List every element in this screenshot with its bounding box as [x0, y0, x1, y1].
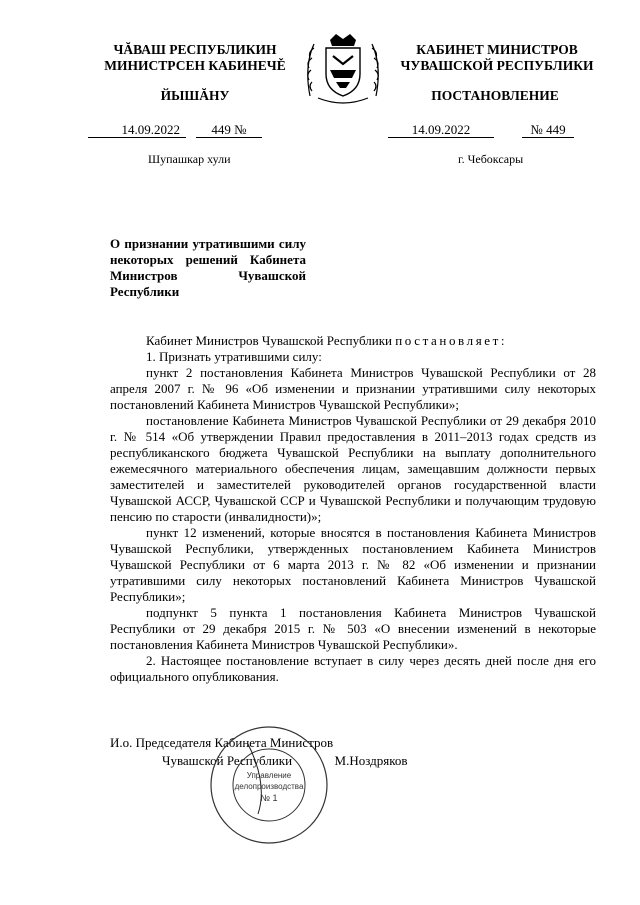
doc-type-russian: ПОСТАНОВЛЕНИЕ — [431, 88, 559, 103]
signature-position: И.о. Председателя Кабинета Министров — [110, 735, 334, 750]
official-stamp-icon — [208, 724, 330, 846]
coat-of-arms-icon — [300, 26, 386, 106]
header-right — [392, 42, 602, 74]
body-paragraph: 2. Настоящее постановление вступает в силу через десять дней после дня его официального опубликования. — [110, 653, 596, 684]
signature-org: Чувашской Республики — [162, 753, 293, 768]
body-paragraph: пункт 2 постановления Кабинета Министров Чувашской Республики от 28 апреля 2007 г. № 96 «Об изменении и признании утратившими силу некоторых постановлений Кабинета Министров Чувашской Республики»; — [110, 365, 596, 412]
stamp-line1: Управление — [246, 771, 292, 780]
stamp-line2: делопроизводства — [234, 782, 304, 791]
header-left-line1: ЧĂВАШ РЕСПУБЛИКИН — [113, 42, 277, 57]
doc-type-chuvash: ЙЫШĂНУ — [160, 88, 230, 103]
stamp-line3: № 1 — [260, 793, 278, 803]
left-date: 14.09.2022 — [88, 122, 186, 138]
body-paragraph: 1. Признать утратившими силу: — [146, 349, 322, 364]
header-left — [95, 42, 295, 74]
body-paragraph: подпункт 5 пункта 1 постановления Кабинета Министров Чувашской Республики от 29 декабря 2015 г. № 503 «О внесении изменений в некоторые постановления Кабинета Министров Чувашской Республики». — [110, 605, 596, 652]
header-right-line2: ЧУВАШСКОЙ РЕСПУБЛИКИ — [400, 58, 594, 73]
body-paragraph: постановление Кабинета Министров Чувашской Республики от 29 декабря 2010 г. № 514 «Об утверждении Правил предоставления в 2011–2013 годах средств из республиканского бюджета Чувашской Республики на выплату дополнительного ежемесячного материального обеспечения лицам, замещавшим должности первых заместителей и заместителей руководителей органов государственной власти Чувашской АССР, Чувашской ССР и Чувашской Республики и получающим трудовую пенсию по старости (инвалидности)»; — [110, 413, 596, 524]
left-number: 449 № — [196, 122, 262, 138]
header-right-line1: КАБИНЕТ МИНИСТРОВ — [416, 42, 578, 57]
body-intro-decree: постановляет: — [395, 333, 508, 348]
body-paragraph: пункт 12 изменений, которые вносятся в постановления Кабинета Министров Чувашской Республики, утвержденных постановлением Кабинета Министров Чувашской Республики от 6 марта 2013 г. № 82 «Об изменении и признании утратившими силу некоторых постановлений Кабинета Министров Чувашской Республики»; — [110, 525, 596, 604]
right-place: г. Чебоксары — [458, 152, 524, 166]
document-subject: О признании утратившими силу некоторых решений Кабинета Министров Чувашской Республики — [110, 236, 306, 299]
body-intro: Кабинет Министров Чувашской Республики постановляет: — [146, 333, 508, 348]
left-place: Шупашкар хули — [148, 152, 231, 166]
right-number: № 449 — [522, 122, 574, 138]
document-body — [110, 333, 596, 685]
right-date: 14.09.2022 — [388, 122, 494, 138]
header-left-line2: МИНИСТРСЕН КАБИНЕЧĚ — [104, 58, 286, 73]
signature-name: М.Ноздряков — [334, 753, 408, 768]
